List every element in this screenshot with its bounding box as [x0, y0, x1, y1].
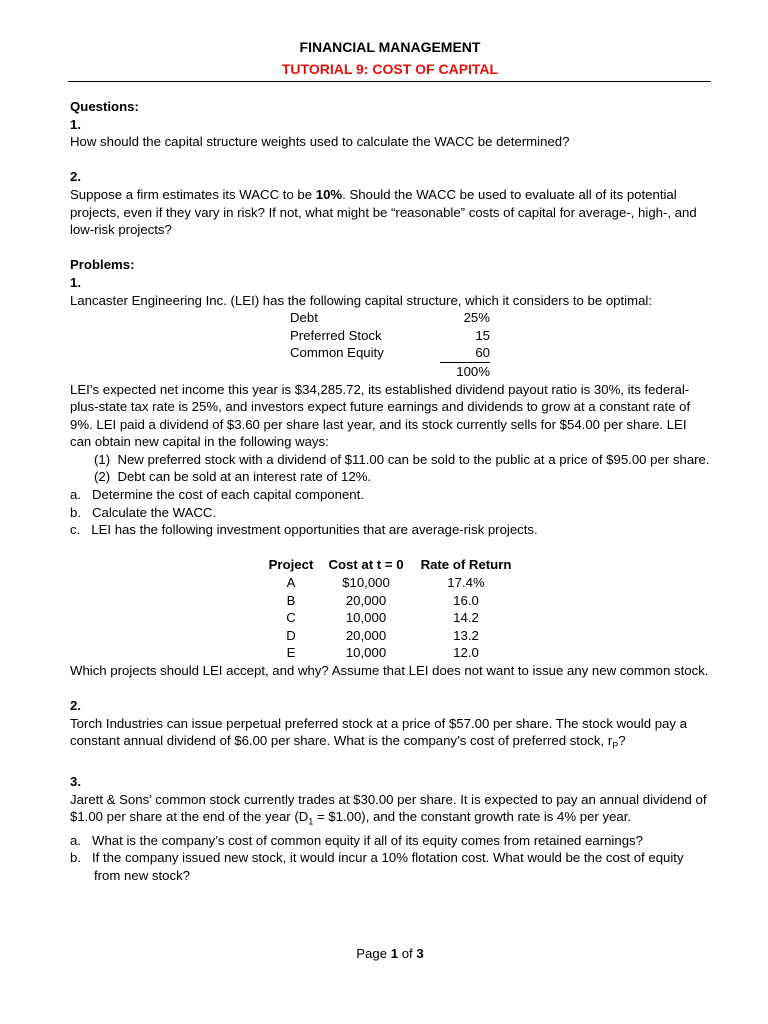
- column-header: Project: [268, 557, 314, 573]
- structure-value: 15: [475, 327, 490, 343]
- problems-heading: Problems:: [70, 257, 135, 273]
- table-row: C 10,000 14.2: [286, 610, 479, 626]
- problem-1-question: Which projects should LEI accept, and why? Assume that LEI does not want to issue any new common stock.: [70, 663, 709, 678]
- table-row: B 20,000 16.0: [286, 592, 479, 608]
- column-header: Rate of Return: [420, 557, 512, 573]
- capital-option-2: (2) Debt can be sold at an interest rate of 12%.: [94, 469, 372, 485]
- table-header-row: [262, 556, 520, 574]
- problem-2-number: 2.: [70, 698, 81, 714]
- problem-3-part-b: b. If the company issued new stock, it would incur a 10% flotation cost. What would be the cost of equity from new stock?: [70, 850, 684, 883]
- page-total: 3: [416, 946, 424, 961]
- table-row: D 20,000 13.2: [286, 627, 479, 643]
- document-subtitle: TUTORIAL 9: COST OF CAPITAL: [281, 61, 499, 77]
- problem-1-body: LEI’s expected net income this year is $34,285.72, its established dividend payout ratio is 30%, its federal-plus-state tax rate is 25%, and investors expect future earnings and dividends to grow at a constant rate of 9%. LEI paid a dividend of $3.60 per share last year, and its stock currently sells for $54.00 per share. LEI can obtain new capital in the following ways:: [70, 381, 691, 450]
- structure-value: 60: [475, 345, 490, 361]
- table-row: A $10,000 17.4%: [286, 575, 485, 591]
- structure-value: 25%: [463, 310, 490, 326]
- questions-heading: Questions:: [70, 99, 139, 114]
- part-c: c. LEI has the following investment opportunities that are average-risk projects.: [70, 522, 538, 538]
- structure-label: Preferred Stock: [290, 327, 382, 343]
- problem-3-number: 3.: [70, 774, 81, 790]
- part-a: a. Determine the cost of each capital component.: [70, 487, 364, 503]
- wacc-value: 10%: [315, 186, 343, 202]
- capital-option-1: (1) New preferred stock with a dividend of $11.00 can be sold to the public at a price of $95.00 per share.: [94, 451, 710, 467]
- page-number: 1: [390, 946, 399, 961]
- capital-structure-table: [290, 309, 710, 380]
- question-2-text: Suppose a firm estimates its WACC to be 10%. Should the WACC be used to evaluate all of its potential projects, even if they vary in risk? If not, what might be “reasonable” costs of capital for average-, high-, and low-risk projects?: [70, 186, 697, 238]
- projects-table: [262, 556, 520, 662]
- question-1-number: 1.: [70, 116, 81, 132]
- question-2-number: 2.: [70, 169, 81, 185]
- problem-1-intro: Lancaster Engineering Inc. (LEI) has the following capital structure, which it considers to be optimal:: [70, 292, 653, 308]
- problem-3-text: Jarett & Sons’ common stock currently trades at $30.00 per share. It is expected to pay an annual dividend of $1.00 per share at the end of the year ($D_1$ = $1.00), and the constant growth rate is 4% per year.: [70, 791, 707, 828]
- column-header: Cost at t = 0: [328, 557, 404, 573]
- document-body: [70, 98, 710, 884]
- problem-3-part-a: a. What is the company’s cost of common equity if all of its equity comes from retained earnings?: [70, 832, 643, 848]
- header-divider: [68, 81, 711, 82]
- document-title: FINANCIAL MANAGEMENT: [299, 39, 481, 55]
- page-footer: Page 1 of 3: [356, 946, 424, 961]
- structure-total: 100%: [440, 362, 490, 381]
- problem-2-text: Torch Industries can issue perpetual preferred stock at a price of $57.00 per share. The stock would pay a constant annual dividend of $6.00 per share. What is the company’s cost of preferred stock, $r_P$?: [70, 715, 687, 752]
- problem-1-number: 1.: [70, 274, 81, 290]
- question-1-text: How should the capital structure weights used to calculate the WACC be determined?: [70, 134, 570, 150]
- structure-label: Common Equity: [290, 345, 384, 361]
- part-b: b. Calculate the WACC.: [70, 504, 217, 520]
- structure-label: Debt: [290, 310, 318, 326]
- table-row: E 10,000 12.0: [286, 645, 479, 661]
